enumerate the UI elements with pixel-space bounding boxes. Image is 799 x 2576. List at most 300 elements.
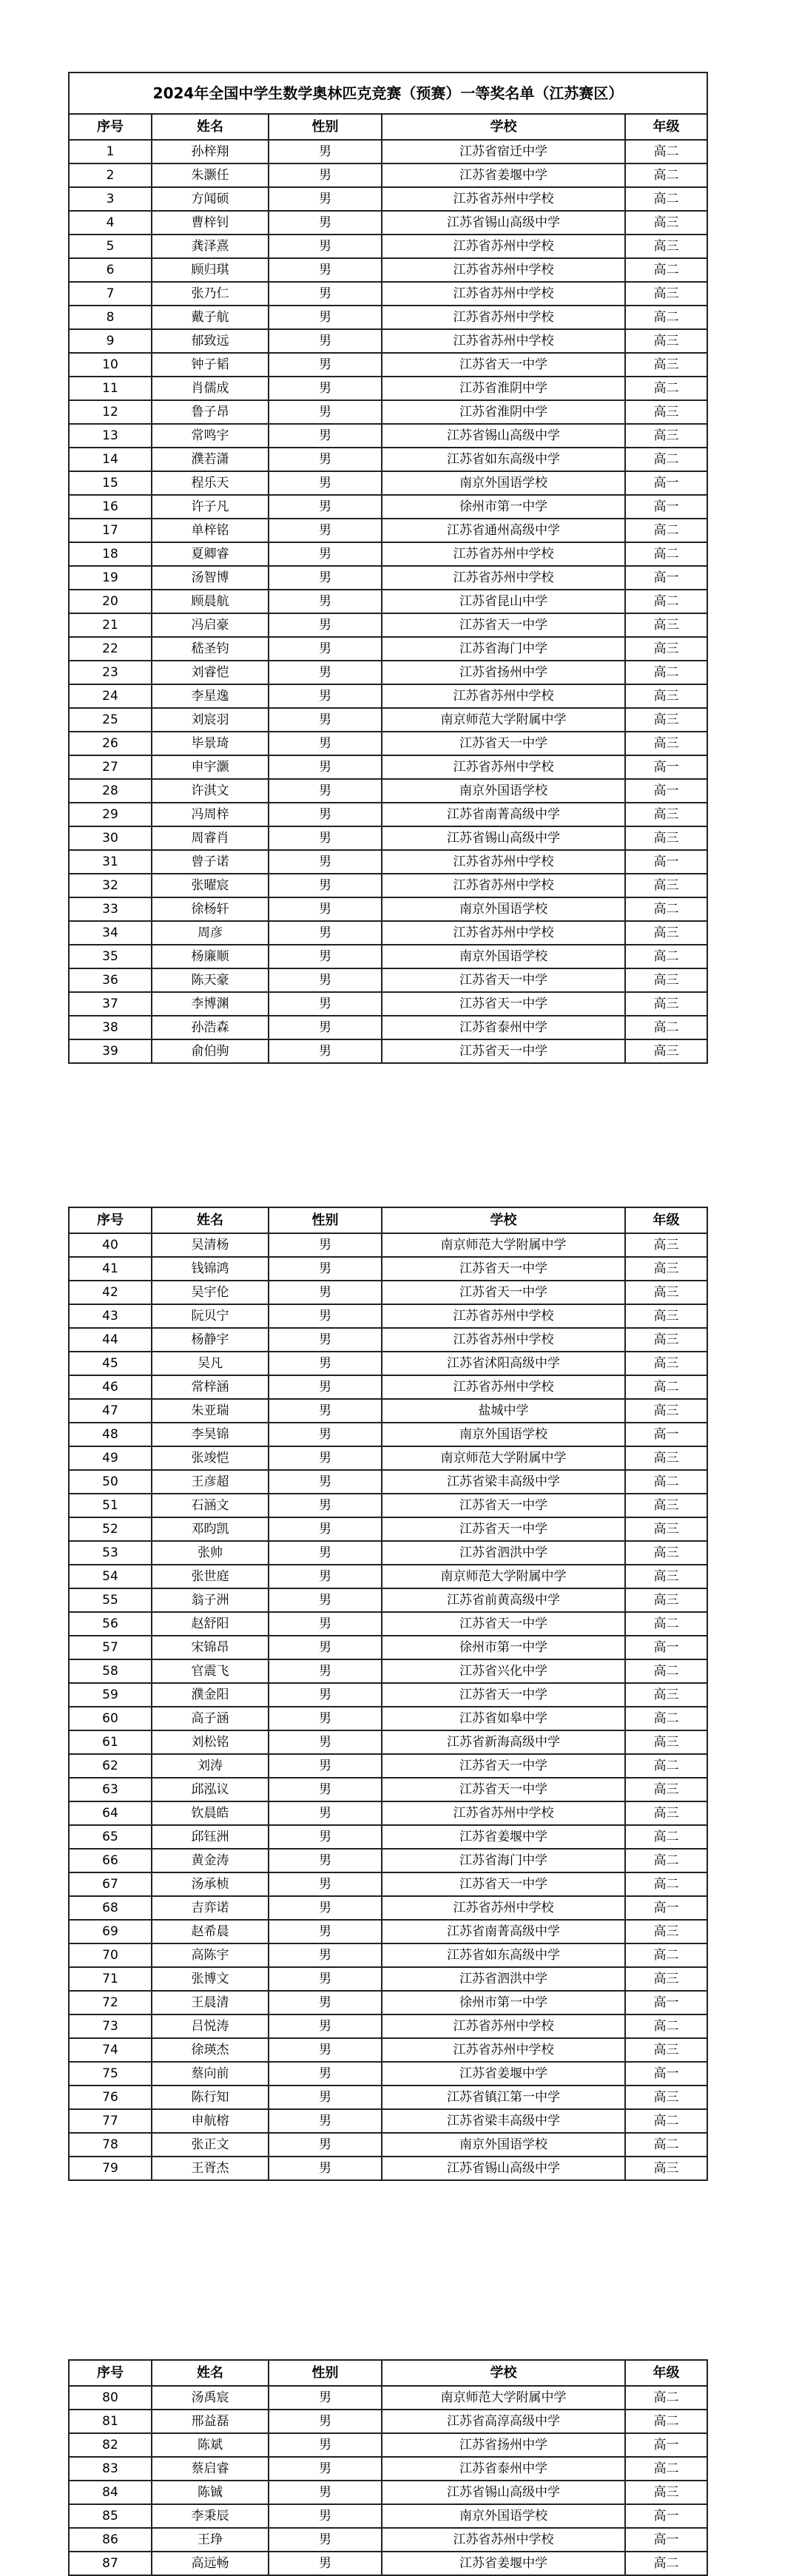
student-name: 陈铖	[152, 2481, 269, 2504]
student-grade: 高三	[625, 1588, 707, 1612]
student-gender: 男	[269, 306, 382, 329]
row-index: 68	[69, 1896, 152, 1920]
student-name: 冯启豪	[152, 613, 269, 637]
student-school: 江苏省锡山高级中学	[382, 424, 625, 448]
table-title: 2024年全国中学生数学奥林匹克竞赛（预赛）一等奖名单（江苏赛区）	[69, 73, 707, 114]
row-index: 72	[69, 1991, 152, 2014]
student-name: 濮若潇	[152, 448, 269, 471]
student-grade: 高三	[625, 1967, 707, 1991]
row-index: 79	[69, 2157, 152, 2180]
table-row	[69, 1281, 707, 1304]
student-gender: 男	[269, 874, 382, 897]
row-index: 71	[69, 1967, 152, 1991]
student-name: 邓昀凯	[152, 1517, 269, 1541]
header-index: 序号	[69, 1207, 152, 1233]
row-index: 11	[69, 377, 152, 400]
table-row	[69, 2528, 707, 2552]
table-row	[69, 211, 707, 235]
student-grade: 高三	[625, 2086, 707, 2109]
row-index: 30	[69, 826, 152, 850]
table-row	[69, 1849, 707, 1872]
student-grade: 高二	[625, 1016, 707, 1039]
student-name: 石涵文	[152, 1494, 269, 1517]
student-gender: 男	[269, 1517, 382, 1541]
student-name: 张竣恺	[152, 1446, 269, 1470]
student-grade: 高一	[625, 471, 707, 495]
student-gender: 男	[269, 1920, 382, 1943]
student-school: 江苏省天一中学	[382, 613, 625, 637]
row-index: 41	[69, 1257, 152, 1281]
row-index: 19	[69, 566, 152, 590]
row-index: 26	[69, 732, 152, 755]
table-row	[69, 448, 707, 471]
table-row	[69, 779, 707, 803]
table-row	[69, 897, 707, 921]
row-index: 61	[69, 1730, 152, 1754]
row-index: 66	[69, 1849, 152, 1872]
table-row	[69, 1494, 707, 1517]
header-gender: 性别	[269, 1207, 382, 1233]
student-gender: 男	[269, 1707, 382, 1730]
table-row	[69, 968, 707, 992]
student-name: 张博文	[152, 1967, 269, 1991]
table-row	[69, 637, 707, 661]
student-school: 江苏省锡山高级中学	[382, 826, 625, 850]
student-gender: 男	[269, 140, 382, 163]
header-grade: 年级	[625, 2360, 707, 2386]
student-school: 江苏省苏州中学校	[382, 306, 625, 329]
table-row	[69, 1352, 707, 1375]
student-gender: 男	[269, 1039, 382, 1063]
row-index: 21	[69, 613, 152, 637]
table-row	[69, 1636, 707, 1659]
student-grade: 高一	[625, 850, 707, 874]
row-index: 75	[69, 2062, 152, 2086]
student-school: 江苏省淮阴中学	[382, 400, 625, 424]
student-school: 江苏省泰州中学	[382, 1016, 625, 1039]
student-gender: 男	[269, 1943, 382, 1967]
student-grade: 高一	[625, 1991, 707, 2014]
student-school: 江苏省海门中学	[382, 1849, 625, 1872]
student-grade: 高二	[625, 661, 707, 684]
student-grade: 高三	[625, 1233, 707, 1257]
header-name: 姓名	[152, 1207, 269, 1233]
student-name: 张世庭	[152, 1565, 269, 1588]
table-row	[69, 755, 707, 779]
student-grade: 高三	[625, 826, 707, 850]
header-school: 学校	[382, 1207, 625, 1233]
student-name: 俞伯驹	[152, 1039, 269, 1063]
student-name: 赵希晨	[152, 1920, 269, 1943]
student-school: 江苏省苏州中学校	[382, 850, 625, 874]
student-name: 汤承桢	[152, 1872, 269, 1896]
student-gender: 男	[269, 2109, 382, 2133]
student-school: 江苏省天一中学	[382, 1517, 625, 1541]
table-row	[69, 1967, 707, 1991]
student-school: 江苏省天一中学	[382, 1281, 625, 1304]
student-school: 江苏省天一中学	[382, 1778, 625, 1801]
student-school: 江苏省姜堰中学	[382, 1825, 625, 1849]
student-name: 黄金涛	[152, 1849, 269, 1872]
row-index: 76	[69, 2086, 152, 2109]
student-gender: 男	[269, 519, 382, 542]
student-gender: 男	[269, 1328, 382, 1352]
row-index: 5	[69, 235, 152, 258]
student-grade: 高三	[625, 2038, 707, 2062]
student-school: 江苏省天一中学	[382, 1494, 625, 1517]
row-index: 70	[69, 1943, 152, 1967]
student-grade: 高一	[625, 2433, 707, 2457]
student-name: 戴子航	[152, 306, 269, 329]
award-table-part-2	[68, 1207, 708, 2181]
student-gender: 男	[269, 1730, 382, 1754]
student-name: 孙梓翔	[152, 140, 269, 163]
student-grade: 高三	[625, 1352, 707, 1375]
student-name: 邱泓议	[152, 1778, 269, 1801]
row-index: 1	[69, 140, 152, 163]
student-name: 蔡向前	[152, 2062, 269, 2086]
student-grade: 高二	[625, 2552, 707, 2575]
student-grade: 高三	[625, 235, 707, 258]
student-name: 汤智博	[152, 566, 269, 590]
student-gender: 男	[269, 471, 382, 495]
table-row	[69, 2481, 707, 2504]
student-grade: 高二	[625, 2014, 707, 2038]
student-grade: 高二	[625, 163, 707, 187]
student-name: 陈斌	[152, 2433, 269, 2457]
student-school: 江苏省如皋中学	[382, 1707, 625, 1730]
student-gender: 男	[269, 2457, 382, 2481]
student-gender: 男	[269, 1967, 382, 1991]
student-grade: 高二	[625, 258, 707, 282]
header-row	[69, 2360, 707, 2386]
student-gender: 男	[269, 353, 382, 377]
row-index: 73	[69, 2014, 152, 2038]
student-school: 江苏省南菁高级中学	[382, 803, 625, 826]
student-school: 江苏省昆山中学	[382, 590, 625, 613]
student-name: 刘松铭	[152, 1730, 269, 1754]
student-gender: 男	[269, 2133, 382, 2157]
table-row	[69, 1588, 707, 1612]
student-grade: 高三	[625, 329, 707, 353]
student-school: 江苏省苏州中学校	[382, 235, 625, 258]
student-school: 江苏省新海高级中学	[382, 1730, 625, 1754]
student-gender: 男	[269, 1494, 382, 1517]
table-row	[69, 850, 707, 874]
student-name: 刘宸羽	[152, 708, 269, 732]
student-school: 江苏省如东高级中学	[382, 1943, 625, 1967]
student-name: 徐杨轩	[152, 897, 269, 921]
student-name: 翁子洲	[152, 1588, 269, 1612]
student-gender: 男	[269, 2528, 382, 2552]
student-name: 常梓涵	[152, 1375, 269, 1399]
row-index: 9	[69, 329, 152, 353]
row-index: 87	[69, 2552, 152, 2575]
student-school: 南京外国语学校	[382, 471, 625, 495]
student-school: 盐城中学	[382, 1399, 625, 1423]
student-name: 张曜宸	[152, 874, 269, 897]
table-row	[69, 1659, 707, 1683]
row-index: 37	[69, 992, 152, 1016]
student-grade: 高三	[625, 353, 707, 377]
student-school: 江苏省苏州中学校	[382, 2528, 625, 2552]
student-gender: 男	[269, 779, 382, 803]
student-gender: 男	[269, 1683, 382, 1707]
row-index: 13	[69, 424, 152, 448]
row-index: 6	[69, 258, 152, 282]
student-gender: 男	[269, 1612, 382, 1636]
header-row	[69, 114, 707, 140]
student-name: 王晨清	[152, 1991, 269, 2014]
student-name: 杨静宇	[152, 1328, 269, 1352]
student-grade: 高一	[625, 1636, 707, 1659]
student-gender: 男	[269, 1304, 382, 1328]
table-row	[69, 400, 707, 424]
row-index: 8	[69, 306, 152, 329]
student-name: 申航榕	[152, 2109, 269, 2133]
student-name: 高陈宇	[152, 1943, 269, 1967]
student-name: 周彦	[152, 921, 269, 945]
student-gender: 男	[269, 2481, 382, 2504]
student-gender: 男	[269, 1423, 382, 1446]
student-name: 邢益磊	[152, 2410, 269, 2433]
table-row	[69, 2133, 707, 2157]
table-row	[69, 2014, 707, 2038]
student-school: 江苏省苏州中学校	[382, 187, 625, 211]
student-gender: 男	[269, 992, 382, 1016]
student-name: 钦晨皓	[152, 1801, 269, 1825]
student-name: 王胥杰	[152, 2157, 269, 2180]
student-name: 刘涛	[152, 1754, 269, 1778]
header-name: 姓名	[152, 114, 269, 140]
table-row	[69, 1920, 707, 1943]
student-grade: 高三	[625, 1683, 707, 1707]
row-index: 46	[69, 1375, 152, 1399]
table-row	[69, 1375, 707, 1399]
student-name: 王彦超	[152, 1470, 269, 1494]
student-name: 官震飞	[152, 1659, 269, 1683]
student-school: 江苏省扬州中学	[382, 2433, 625, 2457]
student-gender: 男	[269, 1849, 382, 1872]
table-row	[69, 424, 707, 448]
student-school: 江苏省姜堰中学	[382, 163, 625, 187]
row-index: 20	[69, 590, 152, 613]
student-grade: 高三	[625, 211, 707, 235]
table-row	[69, 2109, 707, 2133]
student-name: 常鸣宇	[152, 424, 269, 448]
row-index: 2	[69, 163, 152, 187]
student-school: 江苏省宿迁中学	[382, 140, 625, 163]
student-name: 许子凡	[152, 495, 269, 519]
table-row	[69, 1730, 707, 1754]
student-school: 江苏省泗洪中学	[382, 1541, 625, 1565]
table-row	[69, 306, 707, 329]
student-gender: 男	[269, 495, 382, 519]
row-index: 3	[69, 187, 152, 211]
student-grade: 高二	[625, 306, 707, 329]
student-grade: 高二	[625, 1872, 707, 1896]
student-school: 江苏省淮阴中学	[382, 377, 625, 400]
table-row	[69, 732, 707, 755]
student-grade: 高二	[625, 1612, 707, 1636]
student-gender: 男	[269, 1399, 382, 1423]
student-school: 南京外国语学校	[382, 2504, 625, 2528]
student-gender: 男	[269, 377, 382, 400]
student-name: 吴凡	[152, 1352, 269, 1375]
row-index: 80	[69, 2386, 152, 2410]
student-gender: 男	[269, 590, 382, 613]
table-row	[69, 590, 707, 613]
student-grade: 高二	[625, 2386, 707, 2410]
student-school: 江苏省苏州中学校	[382, 1801, 625, 1825]
table-row	[69, 1233, 707, 1257]
student-school: 南京师范大学附属中学	[382, 1565, 625, 1588]
header-row	[69, 1207, 707, 1233]
table-row	[69, 1541, 707, 1565]
table-row	[69, 1778, 707, 1801]
student-gender: 男	[269, 1778, 382, 1801]
student-grade: 高三	[625, 992, 707, 1016]
student-name: 李星逸	[152, 684, 269, 708]
student-gender: 男	[269, 897, 382, 921]
table-row	[69, 992, 707, 1016]
student-school: 江苏省苏州中学校	[382, 684, 625, 708]
table-row	[69, 1707, 707, 1730]
row-index: 85	[69, 2504, 152, 2528]
table-row	[69, 519, 707, 542]
student-school: 江苏省苏州中学校	[382, 258, 625, 282]
table-row	[69, 2457, 707, 2481]
student-grade: 高二	[625, 2410, 707, 2433]
table-row	[69, 2038, 707, 2062]
student-grade: 高三	[625, 921, 707, 945]
row-index: 40	[69, 1233, 152, 1257]
student-school: 江苏省如东高级中学	[382, 448, 625, 471]
student-school: 江苏省苏州中学校	[382, 874, 625, 897]
student-gender: 男	[269, 1470, 382, 1494]
student-name: 吴清杨	[152, 1233, 269, 1257]
student-name: 汤禹宸	[152, 2386, 269, 2410]
student-gender: 男	[269, 661, 382, 684]
student-grade: 高一	[625, 566, 707, 590]
row-index: 82	[69, 2433, 152, 2457]
student-name: 阮贝宁	[152, 1304, 269, 1328]
table-row	[69, 235, 707, 258]
student-gender: 男	[269, 424, 382, 448]
student-name: 冯周梓	[152, 803, 269, 826]
table-row	[69, 377, 707, 400]
row-index: 25	[69, 708, 152, 732]
table-row	[69, 282, 707, 306]
row-index: 51	[69, 1494, 152, 1517]
row-index: 33	[69, 897, 152, 921]
student-name: 曹梓钊	[152, 211, 269, 235]
table-row	[69, 1446, 707, 1470]
table-row	[69, 163, 707, 187]
student-grade: 高三	[625, 1517, 707, 1541]
student-gender: 男	[269, 1446, 382, 1470]
row-index: 23	[69, 661, 152, 684]
table-row	[69, 1565, 707, 1588]
header-gender: 性别	[269, 2360, 382, 2386]
table-row	[69, 1943, 707, 1967]
student-name: 高远畅	[152, 2552, 269, 2575]
table-row	[69, 1683, 707, 1707]
student-gender: 男	[269, 1375, 382, 1399]
student-school: 南京外国语学校	[382, 897, 625, 921]
student-name: 杨廉顺	[152, 945, 269, 968]
table-row	[69, 1991, 707, 2014]
row-index: 12	[69, 400, 152, 424]
student-gender: 男	[269, 1754, 382, 1778]
student-grade: 高三	[625, 968, 707, 992]
student-school: 江苏省苏州中学校	[382, 542, 625, 566]
row-index: 64	[69, 1801, 152, 1825]
student-grade: 高一	[625, 755, 707, 779]
student-school: 徐州市第一中学	[382, 1991, 625, 2014]
student-gender: 男	[269, 968, 382, 992]
student-gender: 男	[269, 2038, 382, 2062]
table-row	[69, 1825, 707, 1849]
student-grade: 高三	[625, 637, 707, 661]
student-gender: 男	[269, 1352, 382, 1375]
student-name: 龚泽熹	[152, 235, 269, 258]
student-grade: 高二	[625, 377, 707, 400]
student-gender: 男	[269, 542, 382, 566]
student-gender: 男	[269, 282, 382, 306]
table-row	[69, 542, 707, 566]
student-gender: 男	[269, 1565, 382, 1588]
student-name: 顾晨航	[152, 590, 269, 613]
student-grade: 高一	[625, 495, 707, 519]
student-school: 江苏省天一中学	[382, 1754, 625, 1778]
student-grade: 高三	[625, 1039, 707, 1063]
student-gender: 男	[269, 329, 382, 353]
student-school: 江苏省苏州中学校	[382, 755, 625, 779]
student-school: 江苏省锡山高级中学	[382, 2157, 625, 2180]
student-name: 陈行知	[152, 2086, 269, 2109]
student-grade: 高三	[625, 1778, 707, 1801]
student-name: 曾子诺	[152, 850, 269, 874]
row-index: 45	[69, 1352, 152, 1375]
student-name: 吴宇伦	[152, 1281, 269, 1304]
student-school: 徐州市第一中学	[382, 1636, 625, 1659]
table-row	[69, 353, 707, 377]
student-gender: 男	[269, 2504, 382, 2528]
student-grade: 高二	[625, 2133, 707, 2157]
student-school: 江苏省前黄高级中学	[382, 1588, 625, 1612]
student-grade: 高二	[625, 1659, 707, 1683]
student-school: 江苏省天一中学	[382, 992, 625, 1016]
row-index: 58	[69, 1659, 152, 1683]
row-index: 50	[69, 1470, 152, 1494]
row-index: 54	[69, 1565, 152, 1588]
student-gender: 男	[269, 732, 382, 755]
student-grade: 高三	[625, 1494, 707, 1517]
student-name: 申宇灏	[152, 755, 269, 779]
row-index: 22	[69, 637, 152, 661]
table-row	[69, 1612, 707, 1636]
student-school: 江苏省天一中学	[382, 1612, 625, 1636]
student-gender: 男	[269, 850, 382, 874]
student-grade: 高三	[625, 684, 707, 708]
student-grade: 高三	[625, 282, 707, 306]
student-school: 南京外国语学校	[382, 1423, 625, 1446]
row-index: 7	[69, 282, 152, 306]
table-row	[69, 803, 707, 826]
student-school: 江苏省苏州中学校	[382, 921, 625, 945]
student-name: 程乐天	[152, 471, 269, 495]
